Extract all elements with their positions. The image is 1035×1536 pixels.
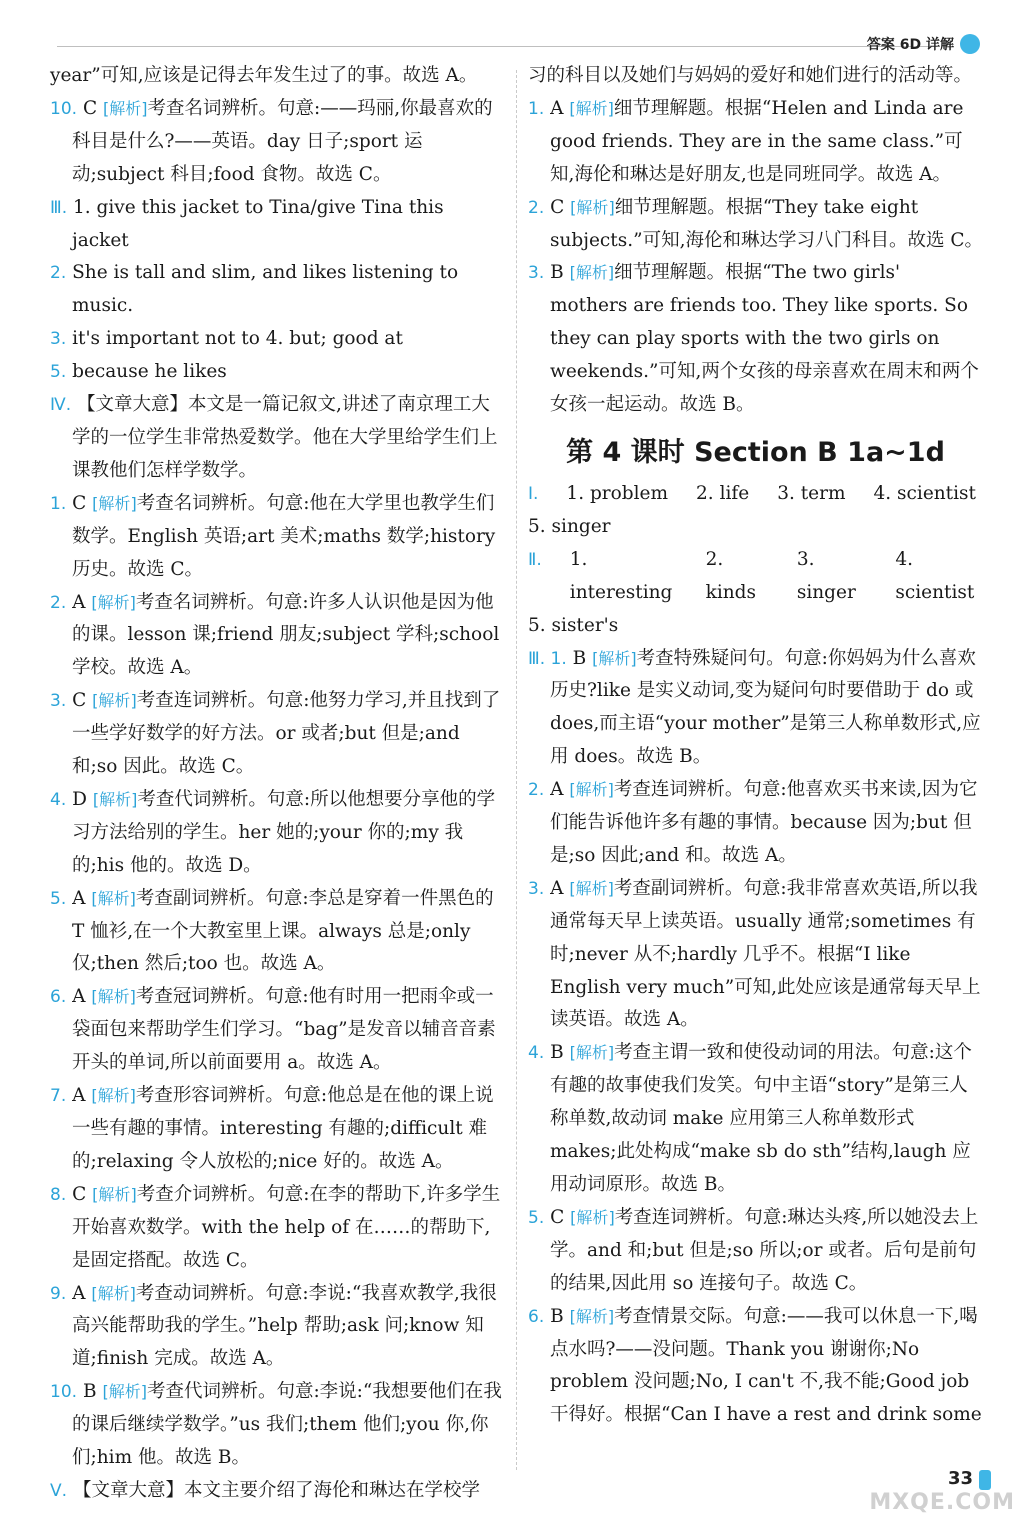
vocab-part1-label: Ⅰ. bbox=[528, 483, 539, 504]
answer-item: 5. C [解析]考查连词辨析。句意:琳达头疼,所以她没去上学。and 和;but 但是;so 所以;or 或者。后句是前句的结果,因此用 so 连接句子。故选 C。 bbox=[528, 1206, 979, 1294]
item-body: 考查主谓一致和使役动词的用法。句意:这个有趣的故事使我们发笑。句中主语“story”是第三人称单数,故动词 make 应用第三人称单数形式 makes;此处构成“make sb do sth”结构,laugh 应用动词原形。故选 B。 bbox=[550, 1042, 972, 1195]
item-number: Ⅳ. bbox=[50, 395, 72, 416]
analysis-tag: 解析 bbox=[575, 1306, 608, 1326]
analysis-tag: 解析 bbox=[576, 1207, 609, 1227]
analysis-tag: 解析 bbox=[575, 878, 608, 898]
answer-item: 9. A [解析]考查动词辨析。句意:李说:“我喜欢教学,我很高兴能帮助我的学生。”help 帮助;ask 问;know 知道;finish 完成。故选 A。 bbox=[50, 1282, 497, 1370]
analysis-tag: 解析 bbox=[575, 263, 608, 283]
column-divider bbox=[516, 70, 517, 1470]
answer-item: 1. A [解析]细节理解题。根据“Helen and Linda are good friends. They are in the same class.”可知,海伦和琳达是好朋友,也是同班同学。故选 A。 bbox=[528, 97, 964, 185]
answer-letter: C bbox=[550, 1206, 565, 1228]
answer-letter: A bbox=[72, 591, 86, 613]
answer-item: 2. A [解析]考查连词辨析。句意:他喜欢买书来读,因为它们能告诉他许多有趣的事情。because 因为;but 但是;so 因此;and 和。故选 A。 bbox=[528, 779, 978, 866]
answer-letter: A bbox=[72, 887, 86, 909]
answer-item bbox=[50, 257, 505, 323]
item-body: 【文章大意】本文是一篇记叙文,讲述了南京理工大学的一位学生非常热爱数学。他在大学里给学生们上课教他们怎样学数学。 bbox=[72, 394, 498, 481]
answer-item: 6. A [解析]考查冠词辨析。句意:他有时用一把雨伞或一袋面包来帮助学生们学习。“bag”是发音以辅音音素开头的单词,所以前面要用 a。故选 A。 bbox=[50, 986, 496, 1074]
answer-item bbox=[50, 356, 505, 389]
item-body: 习的科目以及她们与妈妈的爱好和她们进行的活动等。 bbox=[528, 65, 973, 86]
answer-item: 6. B [解析]考查情景交际。句意:——我可以休息一下,喝点水吗?——没问题。Thank you 谢谢你;No problem 没问题;No, I can't 不,我不能;Good job 干得好。根据“Can I have a rest and drink some bbox=[528, 1305, 982, 1426]
answer-item bbox=[528, 60, 983, 93]
analysis-tag: 解析 bbox=[97, 888, 130, 908]
item-body: 考查特殊疑问句。句意:你妈妈为什么喜欢历史?like 是实义动词,变为疑问句时要借助于 do 或 does,而主语“your mother”是第三人称单数形式,应用 does。故选 B。 bbox=[550, 647, 981, 768]
item-number: Ⅴ. bbox=[50, 1480, 68, 1501]
item-body: 考查介词辨析。句意:在李的帮助下,许多学生开始喜欢数学。with the help of 在……的帮助下,是固定搭配。故选 C。 bbox=[72, 1183, 501, 1271]
item-number: 2. bbox=[50, 263, 67, 284]
item-body: She is tall and slim, and likes listening to music. bbox=[72, 262, 459, 317]
item-number: 10. bbox=[50, 1382, 78, 1403]
vocab-item: 1. interesting bbox=[569, 548, 673, 603]
item-number: 2. bbox=[528, 780, 545, 801]
item-number: 1. bbox=[528, 98, 545, 119]
item-number: 5. bbox=[50, 362, 67, 383]
answer-item: 3. C [解析]考查连词辨析。句意:他努力学习,并且找到了一些学好数学的好方法。or 或者;but 但是;and 和;so 因此。故选 C。 bbox=[50, 690, 501, 778]
page-number: 33 bbox=[947, 1468, 973, 1489]
answer-letter: B bbox=[82, 1381, 97, 1403]
item-number: 2. bbox=[528, 197, 545, 218]
item-number: 5. bbox=[50, 888, 67, 909]
answer-letter: B bbox=[550, 1305, 564, 1327]
left-column bbox=[50, 60, 505, 1508]
analysis-tag: 解析 bbox=[598, 648, 631, 668]
item-body: 考查冠词辨析。句意:他有时用一把雨伞或一袋面包来帮助学生们学习。“bag”是发音以辅音音素开头的单词,所以前面要用 a。故选 A。 bbox=[72, 986, 496, 1074]
analysis-tag: 解析 bbox=[575, 98, 608, 118]
answer-item: 10. C [解析]考查名词辨析。句意:——玛丽,你最喜欢的科目是什么?——英语。day 日子;sport 运动;subject 科目;food 食物。故选 C。 bbox=[50, 97, 493, 185]
analysis-tag: 解析 bbox=[97, 1283, 130, 1303]
item-body: 考查连词辨析。句意:他努力学习,并且找到了一些学好数学的好方法。or 或者;but 但是;and 和;so 因此。故选 C。 bbox=[72, 690, 501, 778]
answer-item: 1. C [解析]考查名词辨析。句意:他在大学里也教学生们数学。English 英语;art 美术;maths 数学;history 历史。故选 C。 bbox=[50, 492, 496, 580]
item-number: 2. bbox=[50, 592, 67, 613]
answer-item: 4. B [解析]考查主谓一致和使役动词的用法。句意:这个有趣的故事使我们发笑。句中主语“story”是第三人称单数,故动词 make 应用第三人称单数形式 makes;此处构成“make sb do sth”结构,laugh 应用动词原形。故选 B。 bbox=[528, 1042, 972, 1195]
item-body: year”可知,应该是记得去年发生过了的事。故选 A。 bbox=[50, 65, 478, 86]
item-number: Ⅲ. 1. bbox=[528, 648, 567, 669]
answer-item bbox=[50, 389, 505, 488]
item-body: 细节理解题。根据“They take eight subjects.”可知,海伦和琳达学习八门科目。故选 C。 bbox=[550, 196, 983, 251]
item-body: 1. give this jacket to Tina/give Tina this jacket bbox=[72, 196, 444, 251]
item-number: Ⅲ. bbox=[50, 197, 68, 218]
item-body: 考查副词辨析。句意:我非常喜欢英语,所以我通常每天早上读英语。usually 通常;sometimes 有时;never 从不;hardly 几乎不。根据“I like English very much”可知,此处应该是通常每天早上读英语。故选 A。 bbox=[550, 877, 981, 1031]
item-number: 7. bbox=[50, 1086, 67, 1107]
answer-item bbox=[50, 1475, 505, 1508]
watermark: MXQE.COM bbox=[869, 1490, 1015, 1515]
item-number: 6. bbox=[50, 987, 67, 1008]
vocab-item: 5. sister's bbox=[528, 614, 619, 636]
section-title: 第 4 课时 Section B 1a~1d bbox=[566, 436, 945, 468]
answer-item bbox=[50, 192, 505, 258]
item-body: 【文章大意】本文主要介绍了海伦和琳达在学校学 bbox=[72, 1479, 480, 1501]
answer-item: 4. D [解析]考查代词辨析。句意:所以他想要分享他的学习方法给别的学生。her 她的;your 你的;my 我的;his 他的。故选 D。 bbox=[50, 788, 496, 876]
item-body: because he likes bbox=[72, 361, 227, 383]
page-tab-icon bbox=[979, 1470, 991, 1490]
right-column-bottom bbox=[528, 643, 983, 1433]
answer-letter: B bbox=[550, 262, 564, 284]
item-body: 考查名词辨析。句意:他在大学里也教学生们数学。English 英语;art 美术;maths 数学;history 历史。故选 C。 bbox=[72, 492, 496, 580]
vocab-part1 bbox=[528, 478, 983, 511]
item-number: 9. bbox=[50, 1283, 67, 1304]
vocab-item: 3. term bbox=[777, 482, 846, 504]
analysis-tag: 解析 bbox=[97, 1086, 130, 1106]
analysis-tag: 解析 bbox=[97, 592, 130, 612]
answer-item: 3. B [解析]细节理解题。根据“The two girls' mothers are friends too. They like sports. So they can play sports with the two girls on weekends.”可知,两个女孩的母亲喜欢在周末和两个女孩一起运动。故选 B。 bbox=[528, 262, 979, 416]
item-body: 考查动词辨析。句意:李说:“我喜欢教学,我很高兴能帮助我的学生。”help 帮助;ask 问;know 知道;finish 完成。故选 A。 bbox=[72, 1282, 497, 1370]
item-number: 3. bbox=[528, 263, 545, 284]
answer-item: 10. B [解析]考查代词辨析。句意:李说:“我想要他们在我的课后继续学数学。”us 我们;them 他们;you 你,你们;him 他。故选 B。 bbox=[50, 1381, 502, 1469]
answer-letter: C bbox=[72, 690, 87, 712]
answer-letter: C bbox=[72, 492, 87, 514]
analysis-tag: 解析 bbox=[576, 197, 609, 217]
item-body: it's important not to 4. but; good at bbox=[72, 328, 403, 350]
answer-letter: C bbox=[550, 196, 565, 218]
item-number: 4. bbox=[528, 1043, 545, 1064]
answer-letter: C bbox=[82, 97, 98, 119]
answer-item bbox=[50, 60, 505, 93]
answer-item: 8. C [解析]考查介词辨析。句意:在李的帮助下,许多学生开始喜欢数学。with the help of 在……的帮助下,是固定搭配。故选 C。 bbox=[50, 1183, 501, 1271]
item-number: 4. bbox=[50, 789, 67, 810]
answer-item: 2. C [解析]细节理解题。根据“They take eight subjects.”可知,海伦和琳达学习八门科目。故选 C。 bbox=[528, 196, 983, 251]
item-number: 8. bbox=[50, 1184, 67, 1205]
item-number: 3. bbox=[50, 329, 67, 350]
answer-letter: A bbox=[72, 1085, 86, 1107]
analysis-tag: 解析 bbox=[109, 98, 142, 118]
item-body: 考查情景交际。句意:——我可以休息一下,喝点水吗?——没问题。Thank you 谢谢你;No problem 没问题;No, I can't 不,我不能;Good job 干得好。根据“Can I have a rest and drink some bbox=[550, 1305, 982, 1426]
analysis-tag: 解析 bbox=[108, 1382, 141, 1402]
header-badge-icon bbox=[960, 34, 980, 54]
answer-letter: B bbox=[550, 1042, 564, 1064]
header-title: 答案 6D 详解 bbox=[866, 37, 954, 53]
item-number: 3. bbox=[50, 691, 67, 712]
item-body: 考查形容词辨析。句意:他总是在他的课上说一些有趣的事情。interesting 有趣的;difficult 难的;relaxing 令人放松的;nice 好的。故选 A。 bbox=[72, 1085, 494, 1172]
analysis-tag: 解析 bbox=[98, 493, 131, 513]
item-body: 考查代词辨析。句意:李说:“我想要他们在我的课后继续学数学。”us 我们;them 他们;you 你,你们;him 他。故选 B。 bbox=[72, 1381, 502, 1469]
analysis-tag: 解析 bbox=[575, 1043, 608, 1063]
answer-item: Ⅲ. 1. B [解析]考查特殊疑问句。句意:你妈妈为什么喜欢历史?like 是实义动词,变为疑问句时要借助于 do 或 does,而主语“your mother”是第三人称单数形式,应用 does。故选 B。 bbox=[528, 647, 981, 768]
analysis-tag: 解析 bbox=[98, 1184, 131, 1204]
answer-letter: A bbox=[550, 877, 564, 899]
vocab-item: 2. kinds bbox=[705, 548, 757, 603]
page-header bbox=[867, 34, 980, 54]
vocab-item: 3. singer bbox=[796, 548, 856, 603]
answer-letter: A bbox=[550, 779, 564, 801]
answer-item: 7. A [解析]考查形容词辨析。句意:他总是在他的课上说一些有趣的事情。interesting 有趣的;difficult 难的;relaxing 令人放松的;nice 好的。故选 A。 bbox=[50, 1085, 494, 1172]
answer-item: 2. A [解析]考查名词辨析。句意:许多人认识他是因为他的课。lesson 课;friend 朋友;subject 学科;school 学校。故选 A。 bbox=[50, 591, 500, 679]
item-body: 考查副词辨析。句意:李总是穿着一件黑色的 T 恤衫,在一个大教室里上课。always 总是;only 仅;then 然后;too 也。故选 A。 bbox=[72, 887, 494, 975]
vocab-item: 2. life bbox=[696, 482, 750, 504]
answer-letter: C bbox=[72, 1183, 87, 1205]
item-body: 考查连词辨析。句意:他喜欢买书来读,因为它们能告诉他许多有趣的事情。because 因为;but 但是;so 因此;and 和。故选 A。 bbox=[550, 779, 978, 866]
answer-item: 3. A [解析]考查副词辨析。句意:我非常喜欢英语,所以我通常每天早上读英语。usually 通常;sometimes 有时;never 从不;hardly 几乎不。根据“I like English very much”可知,此处应该是通常每天早上读英语。故选 A。 bbox=[528, 877, 981, 1031]
vocab-part2 bbox=[528, 544, 983, 610]
answer-letter: D bbox=[72, 788, 87, 810]
answer-letter: A bbox=[72, 1282, 86, 1304]
analysis-tag: 解析 bbox=[98, 691, 131, 711]
item-body: 考查代词辨析。句意:所以他想要分享他的学习方法给别的学生。her 她的;your 你的;my 我的;his 他的。故选 D。 bbox=[72, 788, 496, 876]
item-number: 5. bbox=[528, 1207, 545, 1228]
item-number: 3. bbox=[528, 878, 545, 899]
vocab-part2-label: Ⅱ. bbox=[528, 549, 542, 570]
answer-item bbox=[50, 323, 505, 356]
item-body: 考查连词辨析。句意:琳达头疼,所以她没去上学。and 和;but 但是;so 所以;or 或者。后句是前句的结果,因此用 so 连接句子。故选 C。 bbox=[550, 1206, 979, 1294]
item-body: 考查名词辨析。句意:——玛丽,你最喜欢的科目是什么?——英语。day 日子;sport 运动;subject 科目;food 食物。故选 C。 bbox=[72, 97, 493, 185]
item-number: 6. bbox=[528, 1306, 545, 1327]
analysis-tag: 解析 bbox=[97, 987, 130, 1007]
vocab-item: 1. problem bbox=[566, 482, 669, 504]
answer-letter: B bbox=[572, 647, 587, 669]
item-number: 1. bbox=[50, 493, 67, 514]
header-rule bbox=[57, 46, 937, 47]
vocab-item: 4. scientist bbox=[873, 482, 976, 504]
right-column-top bbox=[528, 60, 983, 422]
item-body: 细节理解题。根据“Helen and Linda are good friends. They are in the same class.”可知,海伦和琳达是好朋友,也是同班同学。故选 A。 bbox=[550, 97, 964, 185]
item-body: 细节理解题。根据“The two girls' mothers are friends too. They like sports. So they can play sports with the two girls on weekends.”可知,两个女孩的母亲喜欢在周末和两个女孩一起运动。故选 B。 bbox=[550, 262, 979, 416]
vocab-item: 4. scientist bbox=[895, 548, 975, 603]
right-column bbox=[528, 60, 983, 1432]
answer-item: 5. A [解析]考查副词辨析。句意:李总是穿着一件黑色的 T 恤衫,在一个大教室里上课。always 总是;only 仅;then 然后;too 也。故选 A。 bbox=[50, 887, 494, 975]
answer-letter: A bbox=[72, 986, 86, 1008]
analysis-tag: 解析 bbox=[99, 789, 132, 809]
answer-letter: A bbox=[550, 97, 564, 119]
item-body: 考查名词辨析。句意:许多人认识他是因为他的课。lesson 课;friend 朋友;subject 学科;school 学校。故选 A。 bbox=[72, 591, 500, 679]
vocab-block bbox=[528, 478, 983, 643]
vocab-item: 5. singer bbox=[528, 515, 611, 537]
item-number: 10. bbox=[50, 98, 78, 119]
analysis-tag: 解析 bbox=[575, 780, 608, 800]
